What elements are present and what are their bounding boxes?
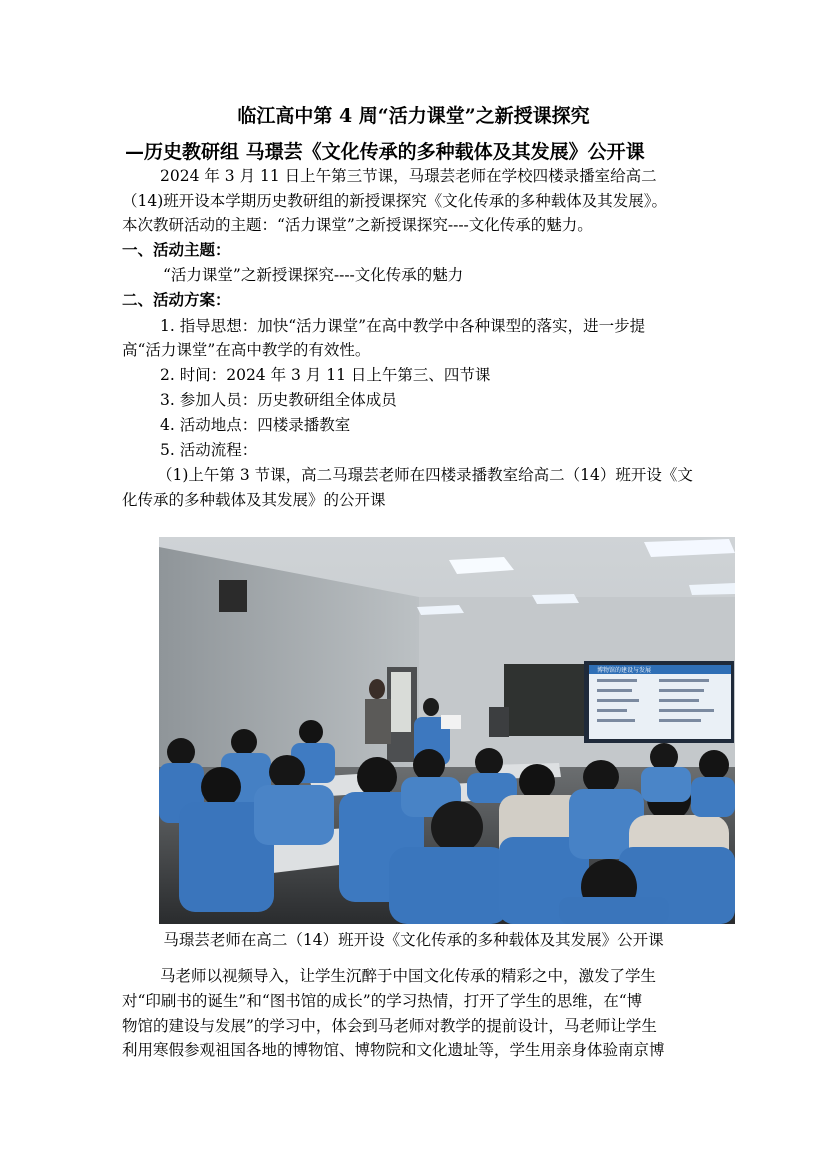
- section1-text: “活力课堂”之新授课探究----文化传承的魅力: [163, 266, 464, 284]
- intro-line-3: 本次教研活动的主题：“活力课堂”之新授课探究----文化传承的魅力。: [122, 216, 593, 234]
- photo-caption: 马璟芸老师在高二（14）班开设《文化传承的多种载体及其发展》公开课: [163, 931, 664, 949]
- plan-item-4: 4. 活动地点：四楼录播教室: [160, 416, 351, 434]
- plan-item-2: 2. 时间：2024 年 3 月 11 日上午第三、四节课: [160, 366, 491, 384]
- section2-heading: 二、活动方案：: [122, 290, 231, 309]
- body-line-4: 利用寒假参观祖国各地的博物馆、博物院和文化遗址等，学生用亲身体验南京博: [122, 1041, 665, 1059]
- plan-item-1: 1. 指导思想：加快“活力课堂”在高中教学中各种课型的落实，进一步提: [160, 317, 646, 335]
- intro-line-1: 2024 年 3 月 11 日上午第三节课，马璟芸老师在学校四楼录播室给高二: [160, 167, 657, 185]
- body-line-2: 对“印刷书的诞生”和“图书馆的成长”的学习热情，打开了学生的思维，在“博: [122, 992, 643, 1010]
- body-line-1: 马老师以视频导入，让学生沉醉于中国文化传承的精彩之中，激发了学生: [160, 967, 657, 985]
- flow-item-1: （1)上午第 3 节课，高二马璟芸老师在四楼录播教室给高二（14）班开设《文: [157, 466, 693, 484]
- document-subtitle: —历史教研组 马璟芸《文化传承的多种载体及其发展》公开课: [125, 141, 645, 163]
- plan-item-1-cont: 高“活力课堂”在高中教学的有效性。: [122, 341, 371, 359]
- document-title: 临江高中第 4 周“活力课堂”之新授课探究: [237, 105, 590, 127]
- body-line-3: 物馆的建设与发展”的学习中，体会到马老师对教学的提前设计，马老师让学生: [122, 1017, 657, 1035]
- classroom-photo: [159, 537, 735, 924]
- screen-title: 博物馆的建设与发展: [597, 667, 652, 674]
- section1-heading: 一、活动主题：: [122, 240, 231, 259]
- plan-item-3: 3. 参加人员：历史教研组全体成员: [160, 391, 397, 409]
- flow-item-1-cont: 化传承的多种载体及其发展》的公开课: [122, 491, 386, 509]
- plan-item-5: 5. 活动流程：: [160, 441, 258, 459]
- intro-line-2: （14)班开设本学期历史教研组的新授课探究《文化传承的多种载体及其发展》。: [122, 192, 668, 210]
